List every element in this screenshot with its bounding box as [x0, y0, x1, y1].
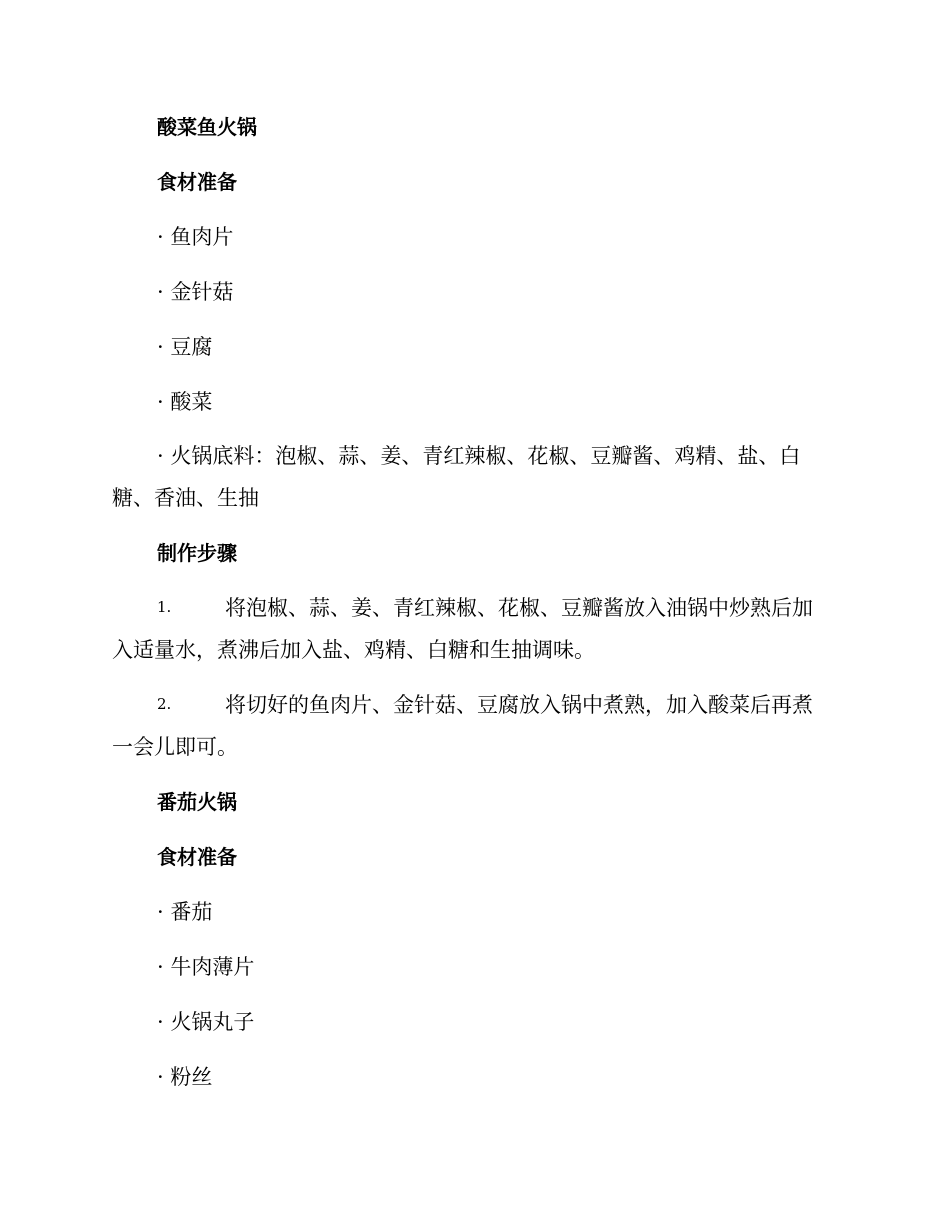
step-text-continued: 一会儿即可。: [112, 735, 238, 759]
ingredient-item: · 粉丝: [157, 1065, 213, 1089]
steps-heading: 制作步骤: [157, 541, 237, 565]
ingredient-item: · 火锅底料：泡椒、蒜、姜、青红辣椒、花椒、豆瓣酱、鸡精、盐、白: [157, 444, 801, 468]
recipe-title: 酸菜鱼火锅: [157, 115, 257, 139]
step-text: 将切好的鱼肉片、金针菇、豆腐放入锅中煮熟，加入酸菜后再煮: [225, 693, 813, 717]
ingredient-item: · 火锅丸子: [157, 1010, 255, 1034]
ingredient-item: · 酸菜: [157, 390, 213, 414]
ingredient-item: · 牛肉薄片: [157, 955, 255, 979]
ingredient-item: · 鱼肉片: [157, 225, 234, 249]
ingredient-item: · 番茄: [157, 900, 213, 924]
ingredient-item: · 金针菇: [157, 280, 234, 304]
ingredient-item: · 豆腐: [157, 335, 213, 359]
ingredients-heading: 食材准备: [157, 170, 237, 194]
step-number: 1.: [157, 598, 172, 616]
step-number: 2.: [157, 695, 172, 713]
step-text: 将泡椒、蒜、姜、青红辣椒、花椒、豆瓣酱放入油锅中炒熟后加: [225, 596, 813, 620]
step-text-continued: 入适量水，煮沸后加入盐、鸡精、白糖和生抽调味。: [112, 638, 595, 662]
recipe-title: 番茄火锅: [157, 790, 237, 814]
ingredient-item-continued: 糖、香油、生抽: [112, 486, 259, 510]
ingredients-heading: 食材准备: [157, 845, 237, 869]
